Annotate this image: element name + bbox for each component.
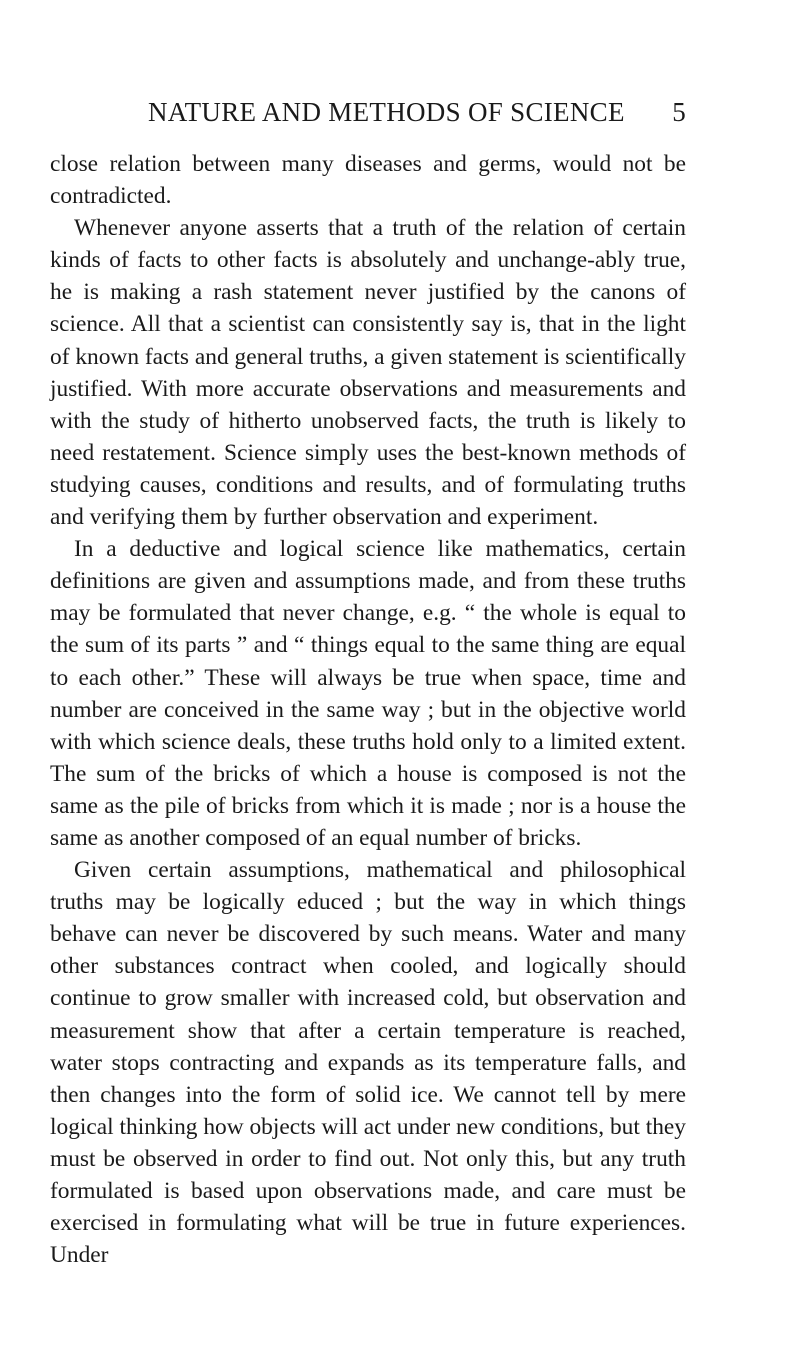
running-head	[148, 92, 686, 132]
paragraph-continuation: close relation between many diseases and germs, would not be contradicted.	[50, 151, 686, 210]
body-text	[50, 148, 686, 1271]
running-title: NATURE AND METHODS OF SCIENCE	[148, 97, 625, 127]
paragraph-deductive-science: In a deductive and logical science like mathematics, certain definitions are given and assumptions made, and from these truths may be formulated that never change, e.g. “ the whole is equal to the sum of its parts ” and “ things equal to the same thing are equal to each other.” These will always be true when space, time and number are conceived in the same way ; but in the objective world with which science deals, these truths hold only to a limited extent. The sum of the bricks of which a house is composed is not the same as the pile of bricks from which it is made ; nor is a house the same as another composed of an equal number of bricks.	[50, 536, 686, 851]
paragraph-observation: Given certain assumptions, mathematical and philosophical truths may be logically educed ; but the way in which things behave can never be discovered by such means. Water and many other substances contract when cooled, and logically should continue to grow smaller with increased cold, but observation and measurement show that after a certain temperature is reached, water stops contracting and expands as its temperature falls, and then changes into the form of solid ice. We cannot tell by mere logical thinking how objects will act under new conditions, but they must be observed in order to find out. Not only this, but any truth formulated is based upon observations made, and care must be exercised in formulating what will be true in future experiences. Under	[50, 857, 686, 1269]
paragraph-absolute-truth: Whenever anyone asserts that a truth of the relation of certain kinds of facts to other facts is absolutely and unchange-ably true, he is making a rash statement never justified by the canons of science. All that a scientist can consistently say is, that in the light of known facts and general truths, a given statement is scientifically justified. With more accurate observations and measurements and with the study of hitherto unobserved facts, the truth is likely to need restatement. Science simply uses the best-known methods of studying causes, conditions and results, and of formulating truths and verifying them by further observation and experiment.	[50, 215, 686, 531]
page-number: 5	[672, 97, 686, 127]
